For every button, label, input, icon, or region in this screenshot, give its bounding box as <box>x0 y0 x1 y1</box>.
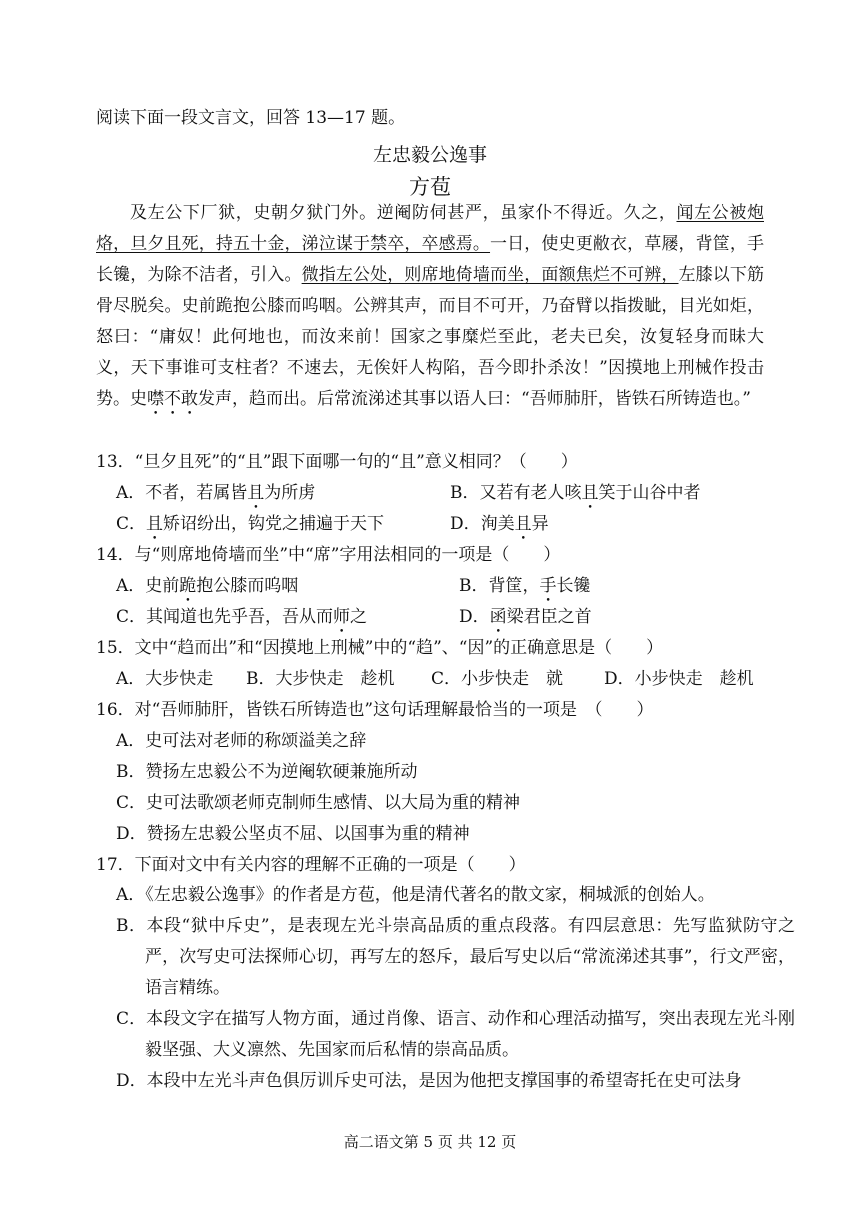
q13-option-b <box>450 483 701 513</box>
option-text: C．其闻道也先乎吾，吾从而 <box>116 607 334 627</box>
passage-title: 左忠毅公逸事 <box>372 144 487 166</box>
q14-option-b <box>459 576 591 606</box>
q13-option-a <box>116 483 315 513</box>
q17-option-c: C．本段文字在描写人物方面，通过肖像、语言、动作和心理活动描写，突出表现左光斗刚毅坚强、大义凛然、先国家而后私情的崇高品质。 <box>116 1009 795 1060</box>
q15-option-d: D．小步快走 趁机 <box>604 669 754 689</box>
question-13-stem: 13．“旦夕且死”的“且”跟下面哪一句的“且”意义相同？（ ） <box>96 452 578 472</box>
option-text: 长镵 <box>556 576 591 596</box>
page-footer: 高二语文第 5 页 共 12 页 <box>343 1133 517 1151</box>
q14-option-c <box>116 607 367 637</box>
q17-option-b: B．本段“狱中斥史”，是表现左光斗崇高品质的重点段落。有四层意思：先写监狱防守之严，次写史可法探师心切，再写左的怒斥，最后写史以后“常流涕述其事”，行文严密，语言精练。 <box>116 916 795 998</box>
dotted-char: 手 <box>539 576 557 596</box>
question-16-stem: 16．对“吾师肺肝，皆铁石所铸造也”这句话理解最恰当的一项是 （ ） <box>96 700 654 720</box>
q14-option-a <box>116 576 298 606</box>
option-text: D．洵美 <box>450 514 515 534</box>
option-text: 梁君臣之首 <box>506 607 592 627</box>
option-text: D． <box>459 607 490 627</box>
q15-option-a: A．大步快走 <box>116 669 214 689</box>
passage-sentence: 发声，趋而出。后常流涕述其事以语人曰：“吾师肺肝，皆铁石所铸造也。” <box>198 389 751 409</box>
passage-author: 方苞 <box>409 175 451 199</box>
q17-option-d: D．本段中左光斗声色俱厉训斥史可法，是因为他把支撑国事的希望寄托在史可法身 <box>116 1071 742 1091</box>
reading-instruction: 阅读下面一段文言文，回答 13—17 题。 <box>96 108 406 128</box>
q13-option-d <box>450 514 549 544</box>
dotted-char: 函 <box>489 607 507 627</box>
question-15-stem: 15．文中“趋而出”和“因摸地上刑械”中的“趋”、“因”的正确意思是（ ） <box>96 638 664 658</box>
q15-option-b: B．大步快走 趁机 <box>246 669 395 689</box>
dotted-char: 且 <box>247 483 265 503</box>
option-text: 之 <box>350 607 368 627</box>
passage-sentence: 及左公下厂狱，史朝夕狱门外。逆阉防伺甚严，虽家仆不得近。久之， <box>130 203 677 223</box>
q16-option-d: D．赞扬左忠毅公坚贞不屈、以国事为重的精神 <box>116 824 470 844</box>
q15-option-c: C．小步快走 就 <box>431 669 564 689</box>
option-text: A．不者，若属皆 <box>116 483 248 503</box>
q16-option-c: C．史可法歌颂老师克制师生感情、以大局为重的精神 <box>116 793 521 813</box>
underlined-sentence: 闻左公被炮烙，旦夕且死，持五十金，涕泣谋于禁卒，卒感焉。 <box>96 203 764 254</box>
option-text: C． <box>116 514 147 534</box>
passage-sentence: 一日，使史更敝衣，草屦，背筐，手长镵，为除不洁者，引入。 <box>96 234 765 285</box>
q14-option-d <box>459 607 592 637</box>
option-text: 抱公膝而呜咽 <box>196 576 299 596</box>
dotted-char: 且 <box>146 514 164 534</box>
option-text: B．又若有老人咳 <box>450 483 582 503</box>
q16-option-a: A．史可法对老师的称颂溢美之辞 <box>116 731 367 751</box>
option-text: B．背筐， <box>459 576 540 596</box>
underlined-sentence: 微指左公处，则席地倚墙而坐，面额焦烂不可辨， <box>301 265 679 285</box>
dotted-char: 且 <box>581 483 599 503</box>
option-text: 笑于山谷中者 <box>598 483 701 503</box>
option-text: 异 <box>531 514 549 534</box>
dotted-phrase: 噤不敢 <box>147 389 198 409</box>
question-17-stem: 17．下面对文中有关内容的理解不正确的一项是（ ） <box>96 855 526 875</box>
dotted-char: 跪 <box>179 576 197 596</box>
dotted-char: 且 <box>514 514 532 534</box>
option-text: 矫诏纷出，钩党之捕遍于天下 <box>163 514 385 534</box>
dotted-char: 师 <box>333 607 351 627</box>
q13-option-c <box>116 514 384 544</box>
option-text: A．史前 <box>116 576 180 596</box>
passage-sentence: 左膝以下筋骨尽脱矣。史前跪抱公膝而呜咽。公辨其声，而目不可开，乃奋臂以指拨眦，目光如炬，怒曰：“庸奴！此何地也，而汝来前！国家之事糜烂至此，老夫已矣，汝复轻身而昧大义，天下事谁可支柱者？不速去，无俟奸人构陷，吾今即扑杀汝！”因摸地上刑械作投击势。史 <box>96 265 765 409</box>
q17-option-a: A．《左忠毅公逸事》的作者是方苞，他是清代著名的散文家，桐城派的创始人。 <box>116 885 715 905</box>
question-14-stem: 14．与“则席地倚墙而坐”中“席”字用法相同的一项是（ ） <box>96 545 561 565</box>
option-text: 为所虏 <box>264 483 316 503</box>
passage-text <box>96 198 764 419</box>
q16-option-b: B．赞扬左忠毅公不为逆阉软硬兼施所动 <box>116 762 418 782</box>
